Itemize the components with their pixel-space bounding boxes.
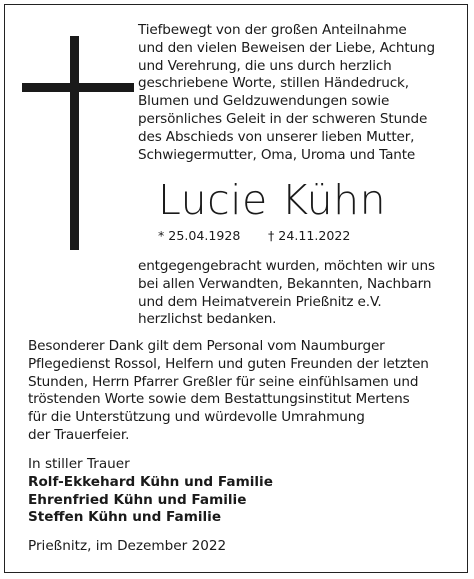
continued-line: und dem Heimatverein Prießnitz e.V.	[138, 293, 382, 310]
mourners-heading: In stiller Trauer	[28, 456, 130, 472]
life-dates	[158, 228, 351, 244]
latin-cross-icon	[22, 36, 134, 250]
mourner-family: Rolf-Ekkehard Kühn und Familie	[28, 473, 273, 490]
place-date: Prießnitz, im Dezember 2022	[28, 538, 227, 554]
intro-line: und den vielen Beweisen der Liebe, Achtung	[138, 39, 435, 56]
continued-line: bei allen Verwandten, Bekannten, Nachbarn	[138, 275, 432, 292]
intro-line: des Abschieds von unserer lieben Mutter,	[138, 128, 415, 145]
intro-paragraph	[138, 22, 468, 164]
intro-line: persönliches Geleit in der schweren Stunde	[138, 110, 428, 127]
thanks-line: Pflegedienst Rossol, Helfern und guten Freunden der letzten	[28, 355, 429, 372]
cross-horizontal-bar	[22, 83, 134, 92]
mourners-block	[28, 456, 273, 527]
intro-line: Tiefbewegt von der großen Anteilnahme	[138, 22, 407, 38]
intro-line: Blumen und Geldzuwendungen sowie	[138, 93, 390, 110]
continued-paragraph	[138, 258, 468, 329]
thanks-line: Besonderer Dank gilt dem Personal vom Naumburger	[28, 338, 385, 354]
mourner-family: Ehrenfried Kühn und Familie	[28, 491, 247, 508]
continued-line: herzlichst bedanken.	[138, 311, 277, 328]
intro-line: Schwiegermutter, Oma, Uroma und Tante	[138, 146, 416, 163]
thanks-line: tröstenden Worte sowie dem Bestattungsinstitut Mertens	[28, 391, 410, 408]
cross-vertical-bar	[70, 36, 79, 250]
intro-line: und Verehrung, die uns durch herzlich	[138, 57, 392, 74]
intro-line: geschriebene Worte, stillen Händedruck,	[138, 75, 409, 92]
deceased-name: Lucie Kühn	[158, 176, 387, 224]
birth-date: * 25.04.1928	[158, 228, 241, 243]
continued-line: entgegengebracht wurden, möchten wir uns	[138, 258, 435, 274]
thanks-line: der Trauerfeier.	[28, 426, 130, 443]
mourner-family: Steffen Kühn und Familie	[28, 509, 222, 526]
death-date: † 24.11.2022	[268, 228, 351, 243]
thanks-line: Stunden, Herrn Pfarrer Greßler für seine einfühlsamen und	[28, 373, 419, 390]
special-thanks-paragraph	[28, 338, 468, 445]
thanks-line: für die Unterstützung und würdevolle Umrahmung	[28, 409, 365, 426]
